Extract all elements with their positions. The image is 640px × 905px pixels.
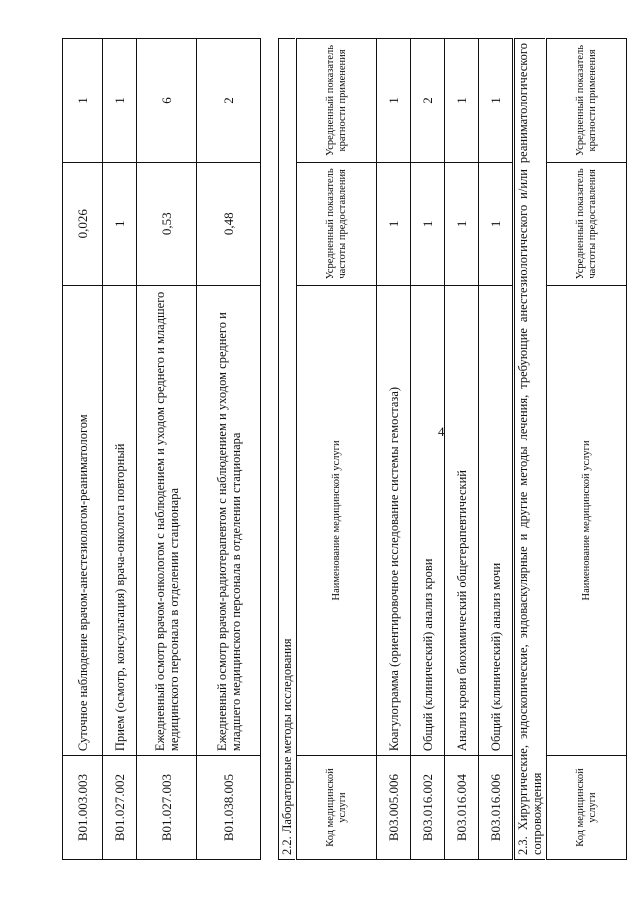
frequency-value: 1 [411,162,445,285]
frequency-value: 0,026 [63,162,103,285]
table-row [137,39,197,860]
multiplicity-value: 1 [103,39,137,163]
column-header-code: Код медицинской услуги [297,756,377,860]
table-laboratory-methods [296,38,513,860]
service-code: B03.005.006 [377,756,411,860]
service-code: B03.016.004 [445,756,479,860]
service-code: B01.038.005 [197,756,261,860]
column-header-frequency: Усредненный показатель частоты предоставления [547,162,627,285]
column-header-name: Наименование медицинской услуги [547,285,627,755]
service-name: Ежедневный осмотр врачом-онкологом с наблюдением и уходом среднего и младшего медицинского персонала в отделении стационара [137,285,197,755]
service-code: B03.016.002 [411,756,445,860]
service-code: B01.027.003 [137,756,197,860]
frequency-value: 1 [103,162,137,285]
service-code: B03.016.006 [479,756,513,860]
service-name: Суточное наблюдение врачом-анестезиологом-реаниматологом [63,285,103,755]
table-row [445,39,479,860]
table-row [377,39,411,860]
column-header-code: Код медицинской услуги [547,756,627,860]
table-row [197,39,261,860]
table-row [479,39,513,860]
multiplicity-value: 1 [63,39,103,163]
frequency-value: 1 [377,162,411,285]
service-name: Общий (клинический) анализ крови [411,285,445,755]
multiplicity-value: 6 [137,39,197,163]
table-surgical-methods [546,38,627,860]
section-title-surgical: 2.3. Хирургические, эндоскопические, эндоваскулярные и другие методы лечения, требующие анестезиологического и/или реаниматологического сопровождения [514,38,545,860]
column-header-frequency: Усредненный показатель частоты предоставления [297,162,377,285]
table-row [63,39,103,860]
page-number: 4 [438,424,445,439]
section-title-laboratory: 2.2. Лабораторные методы исследования [278,38,295,860]
multiplicity-value: 1 [445,39,479,163]
service-code: B01.027.002 [103,756,137,860]
frequency-value: 0,53 [137,162,197,285]
multiplicity-value: 1 [377,39,411,163]
service-name: Общий (клинический) анализ мочи [479,285,513,755]
service-name: Коагулограмма (ориентировочное исследование системы гемостаза) [377,285,411,755]
multiplicity-value: 2 [197,39,261,163]
table-row [103,39,137,860]
table-header-row [297,39,377,860]
frequency-value: 1 [479,162,513,285]
frequency-value: 0,48 [197,162,261,285]
document-sheet [62,38,598,860]
table-header-row [547,39,627,860]
table-row [411,39,445,860]
column-header-multiplicity: Усредненный показатель кратности применения [547,39,627,163]
frequency-value: 1 [445,162,479,285]
column-header-multiplicity: Усредненный показатель кратности применения [297,39,377,163]
service-code: B01.003.003 [63,756,103,860]
service-name: Анализ крови биохимический общетерапевтический [445,285,479,755]
multiplicity-value: 1 [479,39,513,163]
table-services-continued [62,38,261,860]
service-name: Прием (осмотр, консультация) врача-онколога повторный [103,285,137,755]
service-name: Ежедневный осмотр врачом-радиотерапевтом с наблюдением и уходом среднего и младшего медицинского персонала в отделении стационара [197,285,261,755]
column-header-name: Наименование медицинской услуги [297,285,377,755]
multiplicity-value: 2 [411,39,445,163]
